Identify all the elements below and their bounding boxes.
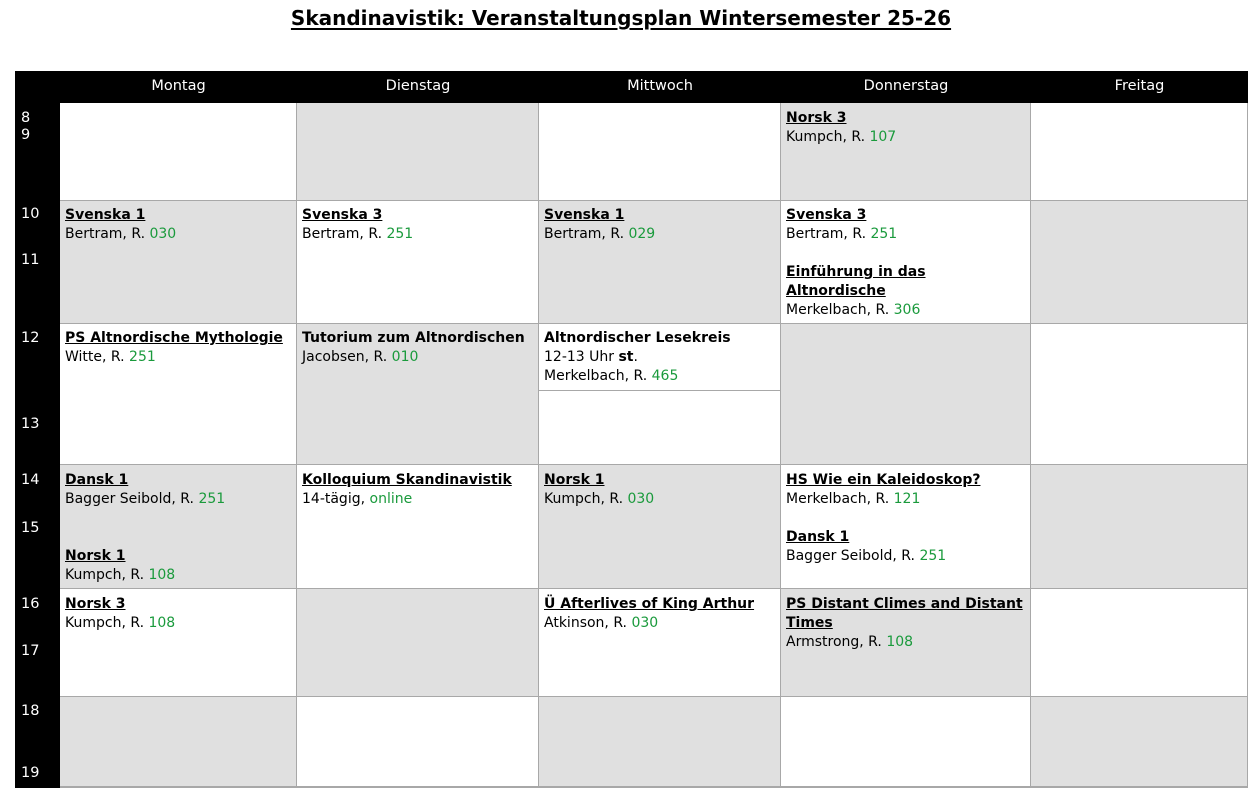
slot-dienstag-8: [297, 103, 539, 201]
day-label: Montag: [151, 78, 206, 94]
course-lecturer: Kumpch, R. 108: [65, 615, 176, 631]
course-title: Tutorium zum Altnordischen: [302, 330, 525, 346]
header-donnerstag: [781, 71, 1031, 103]
slot-freitag-12: [1031, 324, 1248, 465]
table-bottom-border: [60, 787, 1248, 788]
course-entry: [544, 329, 778, 386]
hour-label: 9: [21, 127, 31, 143]
course-entry: [786, 109, 1028, 147]
room-number: 030: [149, 226, 177, 242]
course-entry: [786, 528, 1028, 566]
room-number: 306: [893, 302, 921, 318]
slot-donnerstag-16: [781, 589, 1031, 697]
course-lecturer: Bertram, R. 030: [65, 226, 177, 242]
slot-montag-14: [60, 465, 297, 589]
header-dienstag: [297, 71, 539, 103]
online-label: online: [369, 491, 413, 507]
hour-label: 8: [21, 110, 31, 126]
course-entry: [302, 329, 536, 367]
course-entry: [65, 547, 294, 585]
course-lecturer: Kumpch, R. 108: [65, 567, 176, 583]
course-lecturer: Armstrong, R. 108: [786, 634, 914, 650]
course-title: PS Distant Climes and Distant: [786, 596, 1023, 612]
course-title: Norsk 1: [65, 548, 126, 564]
room-number: 251: [198, 491, 226, 507]
slot-montag-12: [60, 324, 297, 465]
course-lecturer: Merkelbach, R. 465: [544, 368, 679, 384]
room-number: 030: [631, 615, 659, 631]
slot-donnerstag-18: [781, 697, 1031, 787]
room-number: 251: [870, 226, 898, 242]
hour-label: 13: [21, 416, 40, 432]
course-entry: [65, 595, 294, 633]
slot-mittwoch-8: [539, 103, 781, 201]
course-title: Kolloquium Skandinavistik: [302, 472, 512, 488]
course-entry: [544, 471, 778, 509]
course-lecturer: Merkelbach, R. 121: [786, 491, 921, 507]
hour-label: 17: [21, 643, 40, 659]
course-title: Ü Afterlives of King Arthur: [544, 596, 755, 612]
hour-label: 18: [21, 703, 40, 719]
slot-montag-8: [60, 103, 297, 201]
slot-freitag-16: [1031, 589, 1248, 697]
course-title: Norsk 3: [786, 110, 847, 126]
slot-mittwoch-12: [539, 324, 781, 391]
slot-freitag-18: [1031, 697, 1248, 787]
course-title: Svenska 1: [544, 207, 625, 223]
page-title: Skandinavistik: Veranstaltungsplan Wintersemester 25-26: [290, 6, 952, 30]
course-title: Svenska 3: [786, 207, 867, 223]
day-label: Mittwoch: [627, 78, 693, 94]
course-lecturer: Atkinson, R. 030: [544, 615, 659, 631]
course-lecturer: Witte, R. 251: [65, 349, 156, 365]
slot-montag-18: [60, 697, 297, 787]
day-label: Donnerstag: [863, 78, 949, 94]
room-number: 108: [148, 615, 176, 631]
course-entry: [65, 471, 294, 509]
course-title: Norsk 3: [65, 596, 126, 612]
slot-donnerstag-8: [781, 103, 1031, 201]
course-lecturer: Bertram, R. 251: [786, 226, 898, 242]
course-entry: [786, 595, 1028, 652]
course-title: Altnordischer Lesekreis: [544, 330, 731, 346]
course-title: Times: [786, 615, 833, 631]
course-entry: [302, 206, 536, 244]
day-label: Freitag: [1114, 78, 1165, 94]
hour-label: 12: [21, 330, 40, 346]
course-title: Einführung in das: [786, 264, 926, 280]
slot-dienstag-16: [297, 589, 539, 697]
hour-label: 11: [21, 252, 40, 268]
room-number: 251: [386, 226, 414, 242]
room-number: 108: [886, 634, 914, 650]
slot-donnerstag-12: [781, 324, 1031, 465]
course-entry: [786, 263, 1028, 320]
header-freitag: [1031, 71, 1248, 103]
course-title: Svenska 3: [302, 207, 383, 223]
slot-mittwoch-16: [539, 589, 781, 697]
course-lecturer: Bagger Seibold, R. 251: [786, 548, 947, 564]
course-entry: [786, 206, 1028, 244]
course-entry: [786, 471, 1028, 509]
course-entry: [544, 206, 778, 244]
day-label: Dienstag: [385, 78, 451, 94]
course-title: Norsk 1: [544, 472, 605, 488]
hour-label: 15: [21, 520, 40, 536]
course-time: 12-13 Uhr st.: [544, 349, 638, 365]
hour-label: 10: [21, 206, 40, 222]
slot-mittwoch-18: [539, 697, 781, 787]
course-lecturer: Kumpch, R. 107: [786, 129, 897, 145]
course-lecturer: Bertram, R. 251: [302, 226, 414, 242]
slot-freitag-14: [1031, 465, 1248, 589]
course-entry: [65, 206, 294, 244]
slot-mittwoch-13: [539, 391, 781, 465]
course-title: PS Altnordische Mythologie: [65, 330, 283, 346]
course-lecturer: Merkelbach, R. 306: [786, 302, 921, 318]
course-entry: [65, 329, 294, 367]
slot-mittwoch-10: [539, 201, 781, 324]
header-montag: [60, 71, 297, 103]
course-title: HS Wie ein Kaleidoskop?: [786, 472, 981, 488]
course-lecturer: Kumpch, R. 030: [544, 491, 655, 507]
slot-mittwoch-14: [539, 465, 781, 589]
slot-dienstag-18: [297, 697, 539, 787]
hour-label: 16: [21, 596, 40, 612]
room-number: 107: [869, 129, 897, 145]
room-number: 465: [651, 368, 679, 384]
course-lecturer: 14-tägig, online: [302, 491, 413, 507]
room-number: 029: [628, 226, 656, 242]
course-title: Svenska 1: [65, 207, 146, 223]
room-number: 121: [893, 491, 921, 507]
course-entry: [544, 595, 778, 633]
room-number: 251: [129, 349, 156, 365]
room-number: 010: [391, 349, 419, 365]
slot-montag-10: [60, 201, 297, 324]
course-title: Altnordische: [786, 283, 886, 299]
hour-label: 14: [21, 472, 40, 488]
course-title: Dansk 1: [786, 529, 850, 545]
course-lecturer: Bertram, R. 029: [544, 226, 656, 242]
slot-dienstag-12: [297, 324, 539, 465]
course-lecturer: Bagger Seibold, R. 251: [65, 491, 226, 507]
header-mittwoch: [539, 71, 781, 103]
room-number: 030: [627, 491, 655, 507]
course-lecturer: Jacobsen, R. 010: [302, 349, 419, 365]
room-number: 108: [148, 567, 176, 583]
room-number: 251: [919, 548, 947, 564]
course-title: Dansk 1: [65, 472, 129, 488]
slot-montag-16: [60, 589, 297, 697]
slot-dienstag-14: [297, 465, 539, 589]
slot-dienstag-10: [297, 201, 539, 324]
slot-donnerstag-14: [781, 465, 1031, 589]
hour-label: 19: [21, 765, 40, 781]
slot-freitag-8: [1031, 103, 1248, 201]
course-entry: [302, 471, 536, 509]
slot-freitag-10: [1031, 201, 1248, 324]
slot-donnerstag-10: [781, 201, 1031, 324]
